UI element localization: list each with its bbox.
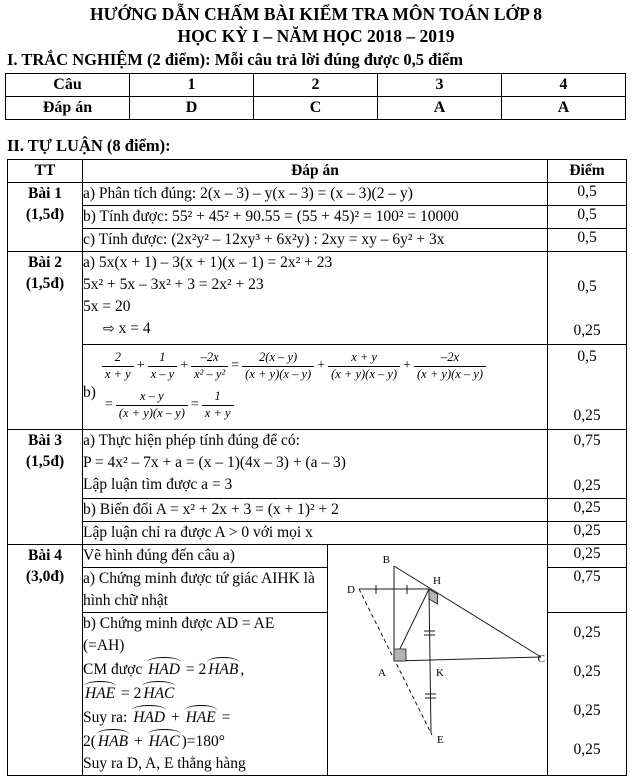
segment-BC: [394, 566, 541, 657]
document-subtitle: HỌC KỲ I – NĂM HỌC 2018 – 2019: [177, 26, 455, 46]
bai1-row-a: [8, 183, 627, 206]
bai3-label: [8, 430, 83, 545]
vertex-label-H: H: [432, 575, 441, 587]
bai2-label: [8, 252, 83, 430]
bai4-row2-text: a) Chứng minh được tứ giác AIHK là hình chữ nhật: [83, 568, 328, 613]
bai3-diem: (1,5đ): [25, 453, 65, 470]
bai4-row1-text: Vẽ hình đúng đến câu a): [83, 545, 328, 568]
col-header-diem: Điểm: [548, 160, 627, 183]
mc-q1: 1: [130, 74, 254, 97]
plus-operator: +: [136, 358, 145, 374]
mc-answer-row: [6, 97, 626, 120]
bai2-b-wrap: [83, 345, 547, 424]
bai2-diem: (1,5đ): [25, 275, 65, 292]
bai3-row-a: [8, 430, 627, 499]
bai4-row3-score-stack: [548, 613, 626, 770]
bai2-b-scores: [548, 345, 627, 430]
bai3-b1-score: 0,25: [548, 499, 627, 522]
mc-question-row: [6, 74, 626, 97]
bai4-row3-score1: 0,25: [573, 623, 601, 641]
equals-operator: =: [231, 358, 240, 374]
bai2-a-scores: [548, 252, 627, 345]
bai2-a-line4-text: x = 4: [118, 320, 151, 337]
document-title: HƯỚNG DẪN CHẤM BÀI KIỂM TRA MÔN TOÁN LỚP 8: [90, 4, 542, 24]
bai2-a-score-stack: [548, 252, 626, 343]
essay-header-row: [8, 160, 627, 183]
fraction: $\frac{2}{x + y}$: [102, 350, 134, 382]
bai2-b-score2: 0,25: [573, 407, 601, 424]
fraction: $\frac{1}{x + y}$: [202, 389, 234, 421]
bai3-row-b2: [8, 522, 627, 545]
dashed-line-DAE: [359, 589, 432, 735]
bai2-ten: Bài 2: [27, 254, 63, 271]
mc-a3: A: [378, 97, 502, 120]
mc-q3: 3: [378, 74, 502, 97]
bai4-row3-score4: 0,25: [573, 741, 601, 759]
fraction: $\frac{-2x}{(x + y)(x - y)}$: [414, 350, 486, 382]
bai4-row3-line4: HAE = 2 HAC: [83, 681, 327, 705]
bai1-c-text: c) Tính được: (2x²y² – 12xy³ + 6x²y) : 2xy = xy – 6y² + 3x: [83, 229, 548, 252]
bai1-label: [8, 183, 83, 252]
bai3-a-line3: Lập luận tìm được a = 3: [83, 476, 233, 493]
bai3-a-score1: 0,75: [573, 432, 601, 449]
mc-a1: D: [130, 97, 254, 120]
plus-operator: +: [180, 358, 189, 374]
vertex-label-E: E: [436, 734, 444, 746]
bai2-b-line1: [102, 350, 486, 382]
bai3-b2-text: Lập luận chỉ ra được A > 0 với mọi x: [83, 522, 548, 545]
multiple-choice-table: [5, 73, 626, 120]
bai2-row-a: [8, 252, 627, 345]
bai1-diem: (1,5đ): [25, 206, 65, 223]
col-header-dapan: Đáp án: [83, 160, 548, 183]
bai3-a-score2: 0,25: [573, 477, 601, 494]
bai1-a-score: 0,5: [548, 183, 627, 206]
bai1-row-c: [8, 229, 627, 252]
bai4-row3-score3: 0,25: [573, 702, 601, 720]
segment-HKE: [429, 589, 431, 733]
mc-q4: 4: [502, 74, 626, 97]
vertex-label-K: K: [435, 667, 444, 679]
bai1-row-b: [8, 206, 627, 229]
bai1-b-text: b) Tính được: 55² + 45² + 90.55 = (55 + 45)² = 100² = 10000: [83, 206, 548, 229]
fraction: $\frac{2(x - y)}{(x + y)(x - y)}$: [242, 350, 314, 382]
bai4-row3-scores: [548, 613, 627, 776]
bai2-a-score2: 0,25: [573, 322, 601, 339]
fraction: $\frac{1}{x - y}$: [148, 350, 178, 382]
col-header-tt: TT: [8, 160, 83, 183]
geometry-figure: [329, 546, 547, 768]
section-1-heading: I. TRẮC NGHIỆM (2 điểm): Mỗi câu trả lời đúng được 0,5 điểm: [7, 50, 463, 69]
equals-operator: =: [104, 397, 113, 413]
mc-a2: C: [254, 97, 378, 120]
bai3-a-scores: [548, 430, 627, 499]
bai4-label: [8, 545, 83, 776]
bai4-figure-cell: [328, 545, 548, 776]
mc-q2: 2: [254, 74, 378, 97]
equals-operator: =: [190, 397, 199, 413]
bai4-row3-line1: b) Chứng minh được AD = AE: [83, 615, 275, 632]
bai4-row3-line6: 2( HAB + HAC )=180°: [83, 729, 327, 753]
essay-table: [7, 159, 627, 776]
plus-operator: +: [317, 358, 326, 374]
bai3-a-cell: [83, 430, 548, 499]
implies-arrow-icon: ⇨: [103, 321, 115, 337]
fraction: $\frac{x - y}{(x + y)(x - y)}$: [116, 389, 188, 421]
bai3-row-b1: [8, 499, 627, 522]
mc-cau-header: Câu: [6, 74, 130, 97]
bai3-b1-text: b) Biến đổi A = x² + 2x + 3 = (x + 1)² + 2: [83, 499, 548, 522]
bai3-a-line2: P = 4x² – 7x + a = (x – 1)(4x – 3) + (a – 3): [83, 454, 346, 471]
bai2-b-score-stack: [548, 345, 626, 428]
section-2-heading: II. TỰ LUẬN (8 điểm):: [7, 136, 171, 155]
bai2-a-line1: a) 5x(x + 1) – 3(x + 1)(x – 1) = 2x² + 23: [83, 254, 333, 271]
bai4-row3-score2: 0,25: [573, 662, 601, 680]
mc-a4: A: [502, 97, 626, 120]
bai1-a-text: a) Phân tích đúng: 2(x – 3) – y(x – 3) = (x – 3)(2 – y): [83, 183, 548, 206]
bai2-a-line2: 5x² + 5x – 3x² + 3 = 2x² + 23: [83, 276, 264, 293]
bai3-b2-score: 0,25: [548, 522, 627, 545]
bai4-row3-line3: CM được HAD = 2 HAB ,: [83, 657, 327, 681]
vertex-label-A: A: [377, 667, 386, 679]
bai2-a-line3: 5x = 20: [83, 298, 131, 315]
bai4-diem: (3,0đ): [25, 568, 65, 585]
bai4-ten: Bài 4: [27, 547, 63, 564]
spacer: [5, 120, 627, 133]
fraction: $\frac{-2x}{\text{x² – y²}}$: [191, 350, 228, 382]
vertex-label-C: C: [537, 653, 545, 665]
vertex-label-B: B: [382, 554, 390, 566]
bai2-b-score1: 0,5: [577, 348, 597, 365]
fraction: $\frac{x + y}{(x + y)(x - y)}$: [328, 350, 400, 382]
bai2-b-cell: [83, 345, 548, 430]
mc-dapan-header: Đáp án: [6, 97, 130, 120]
bai4-row2-score: 0,75: [548, 568, 627, 613]
bai4-row3-cell: [83, 613, 328, 776]
plus-operator: +: [403, 358, 411, 374]
bai2-b-line2: [102, 389, 486, 421]
segment-AC: [394, 657, 541, 661]
bai2-a-line4: [83, 318, 547, 340]
bai1-ten: Bài 1: [27, 185, 63, 202]
vertex-label-D: D: [346, 584, 355, 596]
bai3-a-line1: a) Thực hiện phép tính đúng để có:: [83, 432, 300, 449]
right-angle-mark-A: [394, 649, 406, 661]
bai3-a-score-stack: [548, 430, 626, 497]
right-angle-mark-H: [429, 589, 438, 604]
bai2-a-score1: 0,5: [577, 278, 597, 295]
bai2-b-label: b): [83, 383, 96, 401]
bai1-c-score: 0,5: [548, 229, 627, 252]
bai4-row3-line7: Suy ra D, A, E thẳng hàng: [83, 755, 246, 772]
bai2-row-b: [8, 345, 627, 430]
bai1-b-score: 0,5: [548, 206, 627, 229]
bai3-ten: Bài 3: [27, 432, 63, 449]
bai4-row3-line5: Suy ra: HAD + HAE =: [83, 705, 327, 729]
bai4-row3-line2: (=AH): [83, 637, 125, 654]
bai2-a-cell: [83, 252, 548, 345]
bai2-b-lines: [102, 350, 486, 422]
bai4-row-1: [8, 545, 627, 568]
bai4-row1-score: 0,25: [548, 545, 627, 568]
